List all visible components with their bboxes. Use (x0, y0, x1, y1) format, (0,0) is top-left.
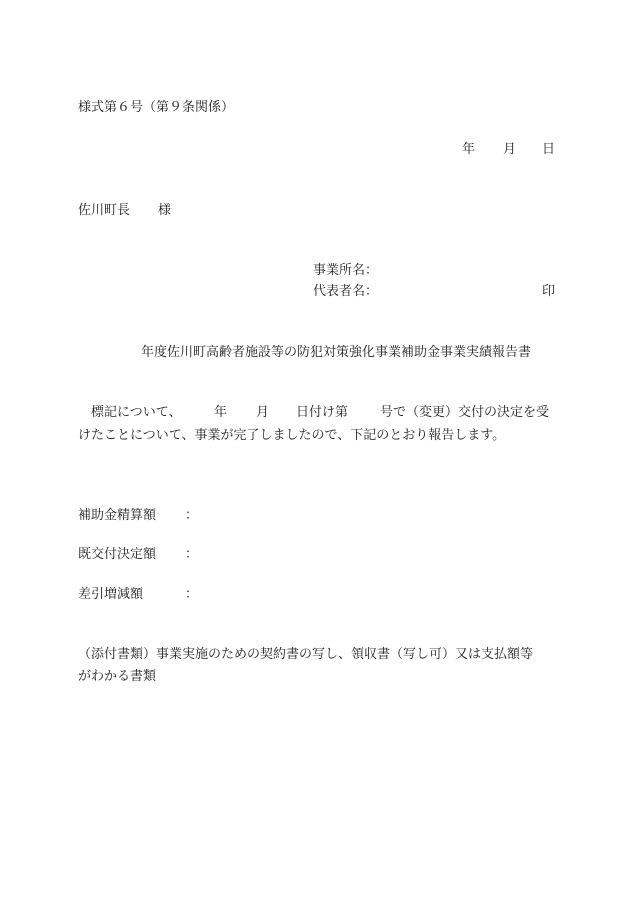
addressee-honorific: 様 (158, 203, 172, 218)
body-text-line2: けたことについて、事業が完了しましたので、下記のとおり報告します。 (78, 428, 506, 443)
amount-colon: ： (185, 587, 199, 602)
body-text-decision: 号で（変更）交付の決定を受 (380, 405, 550, 420)
seal-mark: 印 (542, 284, 556, 299)
document-title: 年度佐川町高齢者施設等の防犯対策強化事業補助金事業実績報告書 (141, 345, 532, 360)
date-month-label: 月 (503, 142, 517, 157)
body-month-label: 月 (256, 405, 270, 420)
office-name-label: 事業所名： (313, 263, 379, 278)
date-year-label: 年 (462, 142, 476, 157)
addressee-name: 佐川町長 (78, 203, 131, 218)
body-year-label: 年 (214, 405, 228, 420)
amount-colon: ： (185, 547, 199, 562)
amount-label: 既交付決定額 (78, 547, 157, 562)
amount-colon: ： (185, 508, 199, 523)
body-dated-number-label: 日付け第 (296, 405, 349, 420)
date-day-label: 日 (542, 142, 556, 157)
amount-label: 差引増減額 (78, 587, 144, 602)
body-text-start: 標記について、 (91, 405, 182, 420)
representative-label: 代表者名： (313, 284, 379, 299)
attachments-line1: （添付書類）事業実施のための契約書の写し、領収書（写し可）又は支払額等 (78, 647, 534, 662)
attachments-line2: がわかる書類 (78, 669, 157, 684)
form-number: 様式第６号（第９条関係） (78, 100, 235, 115)
amount-label: 補助金精算額 (78, 508, 157, 523)
